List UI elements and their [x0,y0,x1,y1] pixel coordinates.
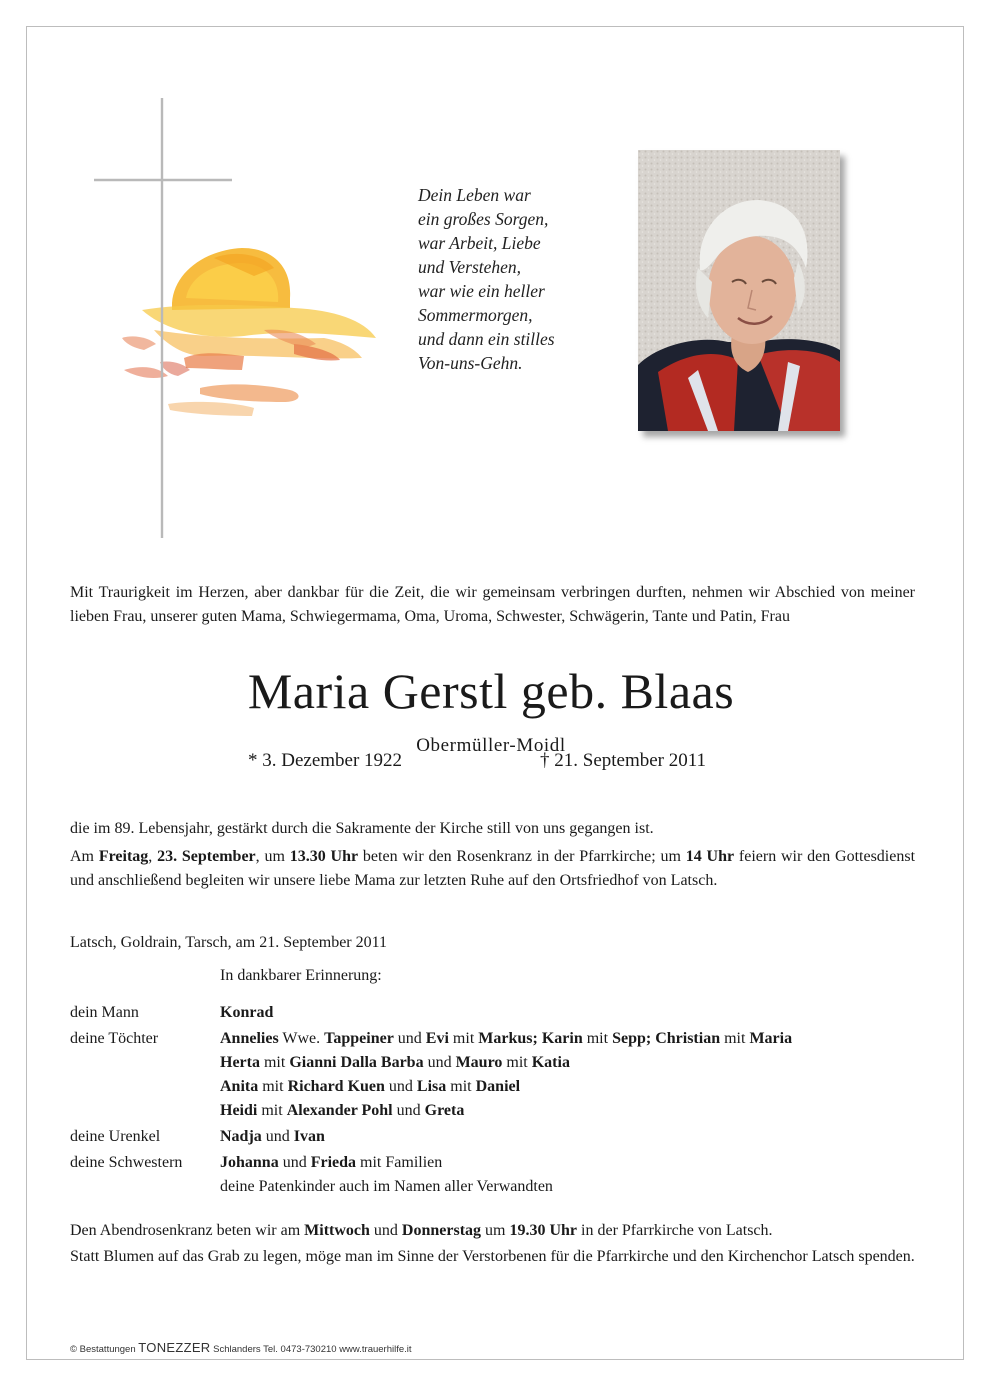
poem-line: war wie ein heller [418,281,545,301]
death-date: † 21. September 2011 [540,750,707,771]
place-date: Latsch, Goldrain, Tarsch, am 21. September 2011 [70,934,388,951]
poem-line: Dein Leben war [418,185,531,205]
portrait-image [638,150,840,431]
poem-line: und Verstehen, [418,257,522,277]
dedication: In dankbarer Erinnerung: [220,967,382,984]
brand-name: TONEZZER [138,1340,211,1355]
funeral-text: Am Freitag, 23. September, um 13.30 Uhr beten wir den Rosenkranz in der Pfarrkirche; um 14 Uhr feiern wir den Gottesdienst und anschließend begleiten wir unsere liebe Mama zur letzten Ruhe auf den Ortsfriedhof von Latsch. [70,848,916,889]
sunset-watercolor [122,248,376,416]
footer-imprint: © Bestattungen TONEZZER Schlanders Tel. 0473-730210 www.trauerhilfe.it [70,1340,412,1355]
poem-line: Von-uns-Gehn. [418,353,523,373]
poem-line: Sommermorgen, [418,305,533,325]
portrait-photo [638,150,840,431]
deceased-name: Maria Gerstl geb. Blaas [247,663,735,719]
poem-line: war Arbeit, Liebe [418,233,541,253]
passing-text: die im 89. Lebensjahr, gestärkt durch die Sakramente der Kirche still von uns gegangen ist. [70,820,654,837]
poem [418,183,618,375]
poem-line: ein großes Sorgen, [418,209,549,229]
donation-text: Statt Blumen auf das Grab zu legen, möge man im Sinne der Verstorbenen für die Pfarrkirche und den Kirchenchor Latsch spenden. [70,1248,915,1265]
poem-line: und dann ein stilles [418,329,555,349]
rosary-text: Den Abendrosenkranz beten wir am Mittwoch und Donnerstag um 19.30 Uhr in der Pfarrkirche von Latsch. [70,1222,773,1239]
intro-text: Mit Traurigkeit im Herzen, aber dankbar für die Zeit, die wir gemeinsam verbringen durften, nehmen wir Abschied von meiner lieben Frau, unserer guten Mama, Schwiegermama, Oma, Uroma, Schwester, Schwägerin, Tante und Patin, Frau [70,584,915,625]
cross-sunset-illustration [94,98,394,538]
house-name: Obermüller-Moidl [416,735,566,756]
birth-date: * 3. Dezember 1922 [248,750,403,771]
